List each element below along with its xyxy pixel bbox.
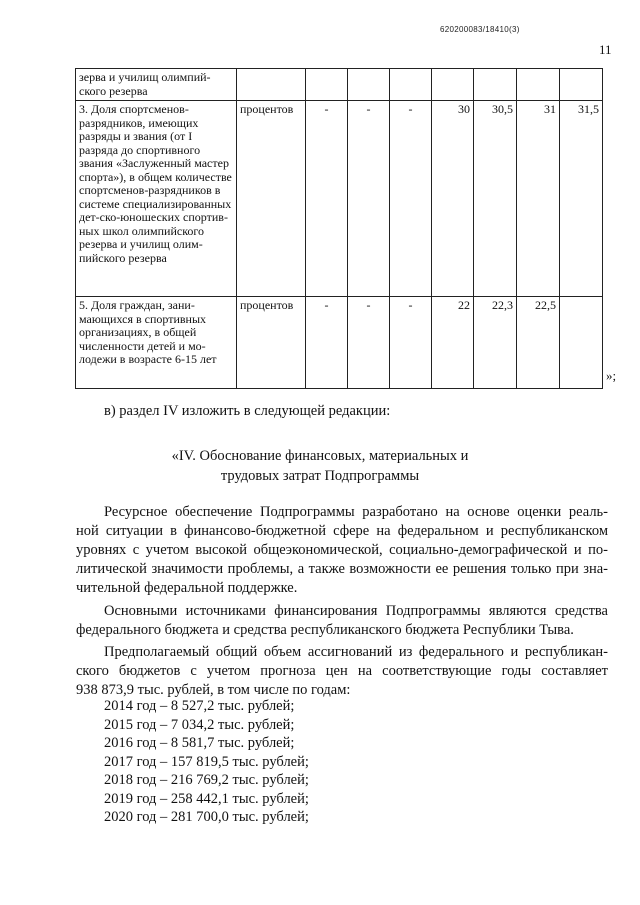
indicator-cell: зерва и училищ олимпий-ского резерва (76, 69, 237, 101)
section-heading-line-2: трудовых затрат Подпрограммы (220, 468, 420, 484)
unit-cell (237, 69, 306, 101)
table-row (76, 101, 603, 297)
value-cell: - (306, 297, 348, 389)
table-row (76, 297, 603, 389)
list-item: 2019 год – 258 442,1 тыс. рублей; (104, 790, 309, 807)
paragraph-line: Основными источниками финансирования Подпрограммы являются средства (104, 603, 608, 619)
paragraph-line: федерального бюджета и средства республиканского бюджета Республики Тыва. (76, 622, 574, 638)
paragraph-line: литической значимости проблемы, а также возможности ее решения только при зна- (76, 561, 608, 577)
value-cell (474, 69, 517, 101)
value-cell (560, 297, 603, 389)
unit-cell: процентов (237, 101, 306, 297)
section-intro: в) раздел IV изложить в следующей редакции: (104, 403, 391, 419)
value-cell: - (390, 101, 432, 297)
value-cell (517, 69, 560, 101)
value-cell (432, 69, 474, 101)
closing-quote: »; (606, 368, 617, 383)
value-cell: - (390, 297, 432, 389)
value-cell (306, 69, 348, 101)
value-cell: 22,5 (517, 297, 560, 389)
indicators-table (75, 68, 603, 389)
paragraph-line: чительной федеральной поддержке. (76, 580, 298, 596)
indicator-cell: 3. Доля спортсменов-разрядников, имеющих разряды и звания (от I разряда до спортивного звания «Заслуженный мастер спорта»), в общем количестве спортсменов-разрядников в системе специализированных дет-ско-юношеских спортив-ных школ олимпийского резерва и училищ олим-пийского резерва (76, 101, 237, 297)
section-heading-line-1: «IV. Обоснование финансовых, материальных и (171, 448, 469, 464)
value-cell: - (348, 101, 390, 297)
paragraph-line: ского бюджетов с учетом прогноза цен на соответствующие годы составляет (76, 663, 608, 679)
value-cell: - (306, 101, 348, 297)
paragraph-line: 938 873,9 тыс. рублей, в том числе по годам: (76, 682, 351, 698)
value-cell: 31 (517, 101, 560, 297)
paragraph-line: ной ситуации в финансово-бюджетной сфере на федеральном и республиканском (76, 523, 608, 539)
list-item: 2017 год – 157 819,5 тыс. рублей; (104, 753, 309, 770)
paragraph-line: уровнях с учетом высокой общеэкономической, социально-демографической и по- (76, 542, 608, 558)
list-item: 2015 год – 7 034,2 тыс. рублей; (104, 716, 295, 733)
value-cell (348, 69, 390, 101)
page-number: 11 (599, 42, 612, 57)
value-cell (390, 69, 432, 101)
list-item: 2018 год – 216 769,2 тыс. рублей; (104, 772, 309, 788)
unit-cell: процентов (237, 297, 306, 389)
table-row (76, 69, 603, 101)
paragraph-line: Ресурсное обеспечение Подпрограммы разработано на основе оценки реаль- (104, 504, 608, 520)
paragraph-line: Предполагаемый общий объем ассигнований из федерального и республикан- (104, 644, 608, 660)
value-cell (560, 69, 603, 101)
value-cell: 31,5 (560, 101, 603, 297)
funding-by-year-list (104, 697, 309, 827)
document-id: 620200083/18410(3) (440, 25, 520, 34)
list-item: 2014 год – 8 527,2 тыс. рублей; (104, 698, 295, 714)
value-cell: 30,5 (474, 101, 517, 297)
list-item: 2016 год – 8 581,7 тыс. рублей; (104, 735, 295, 751)
value-cell: 22 (432, 297, 474, 389)
value-cell: 22,3 (474, 297, 517, 389)
value-cell: - (348, 297, 390, 389)
value-cell: 30 (432, 101, 474, 297)
list-item: 2020 год – 281 700,0 тыс. рублей; (104, 809, 309, 825)
indicator-cell: 5. Доля граждан, зани-мающихся в спортивных организациях, в общей численности детей и мо-лодежи в возрасте 6-15 лет (76, 297, 237, 389)
